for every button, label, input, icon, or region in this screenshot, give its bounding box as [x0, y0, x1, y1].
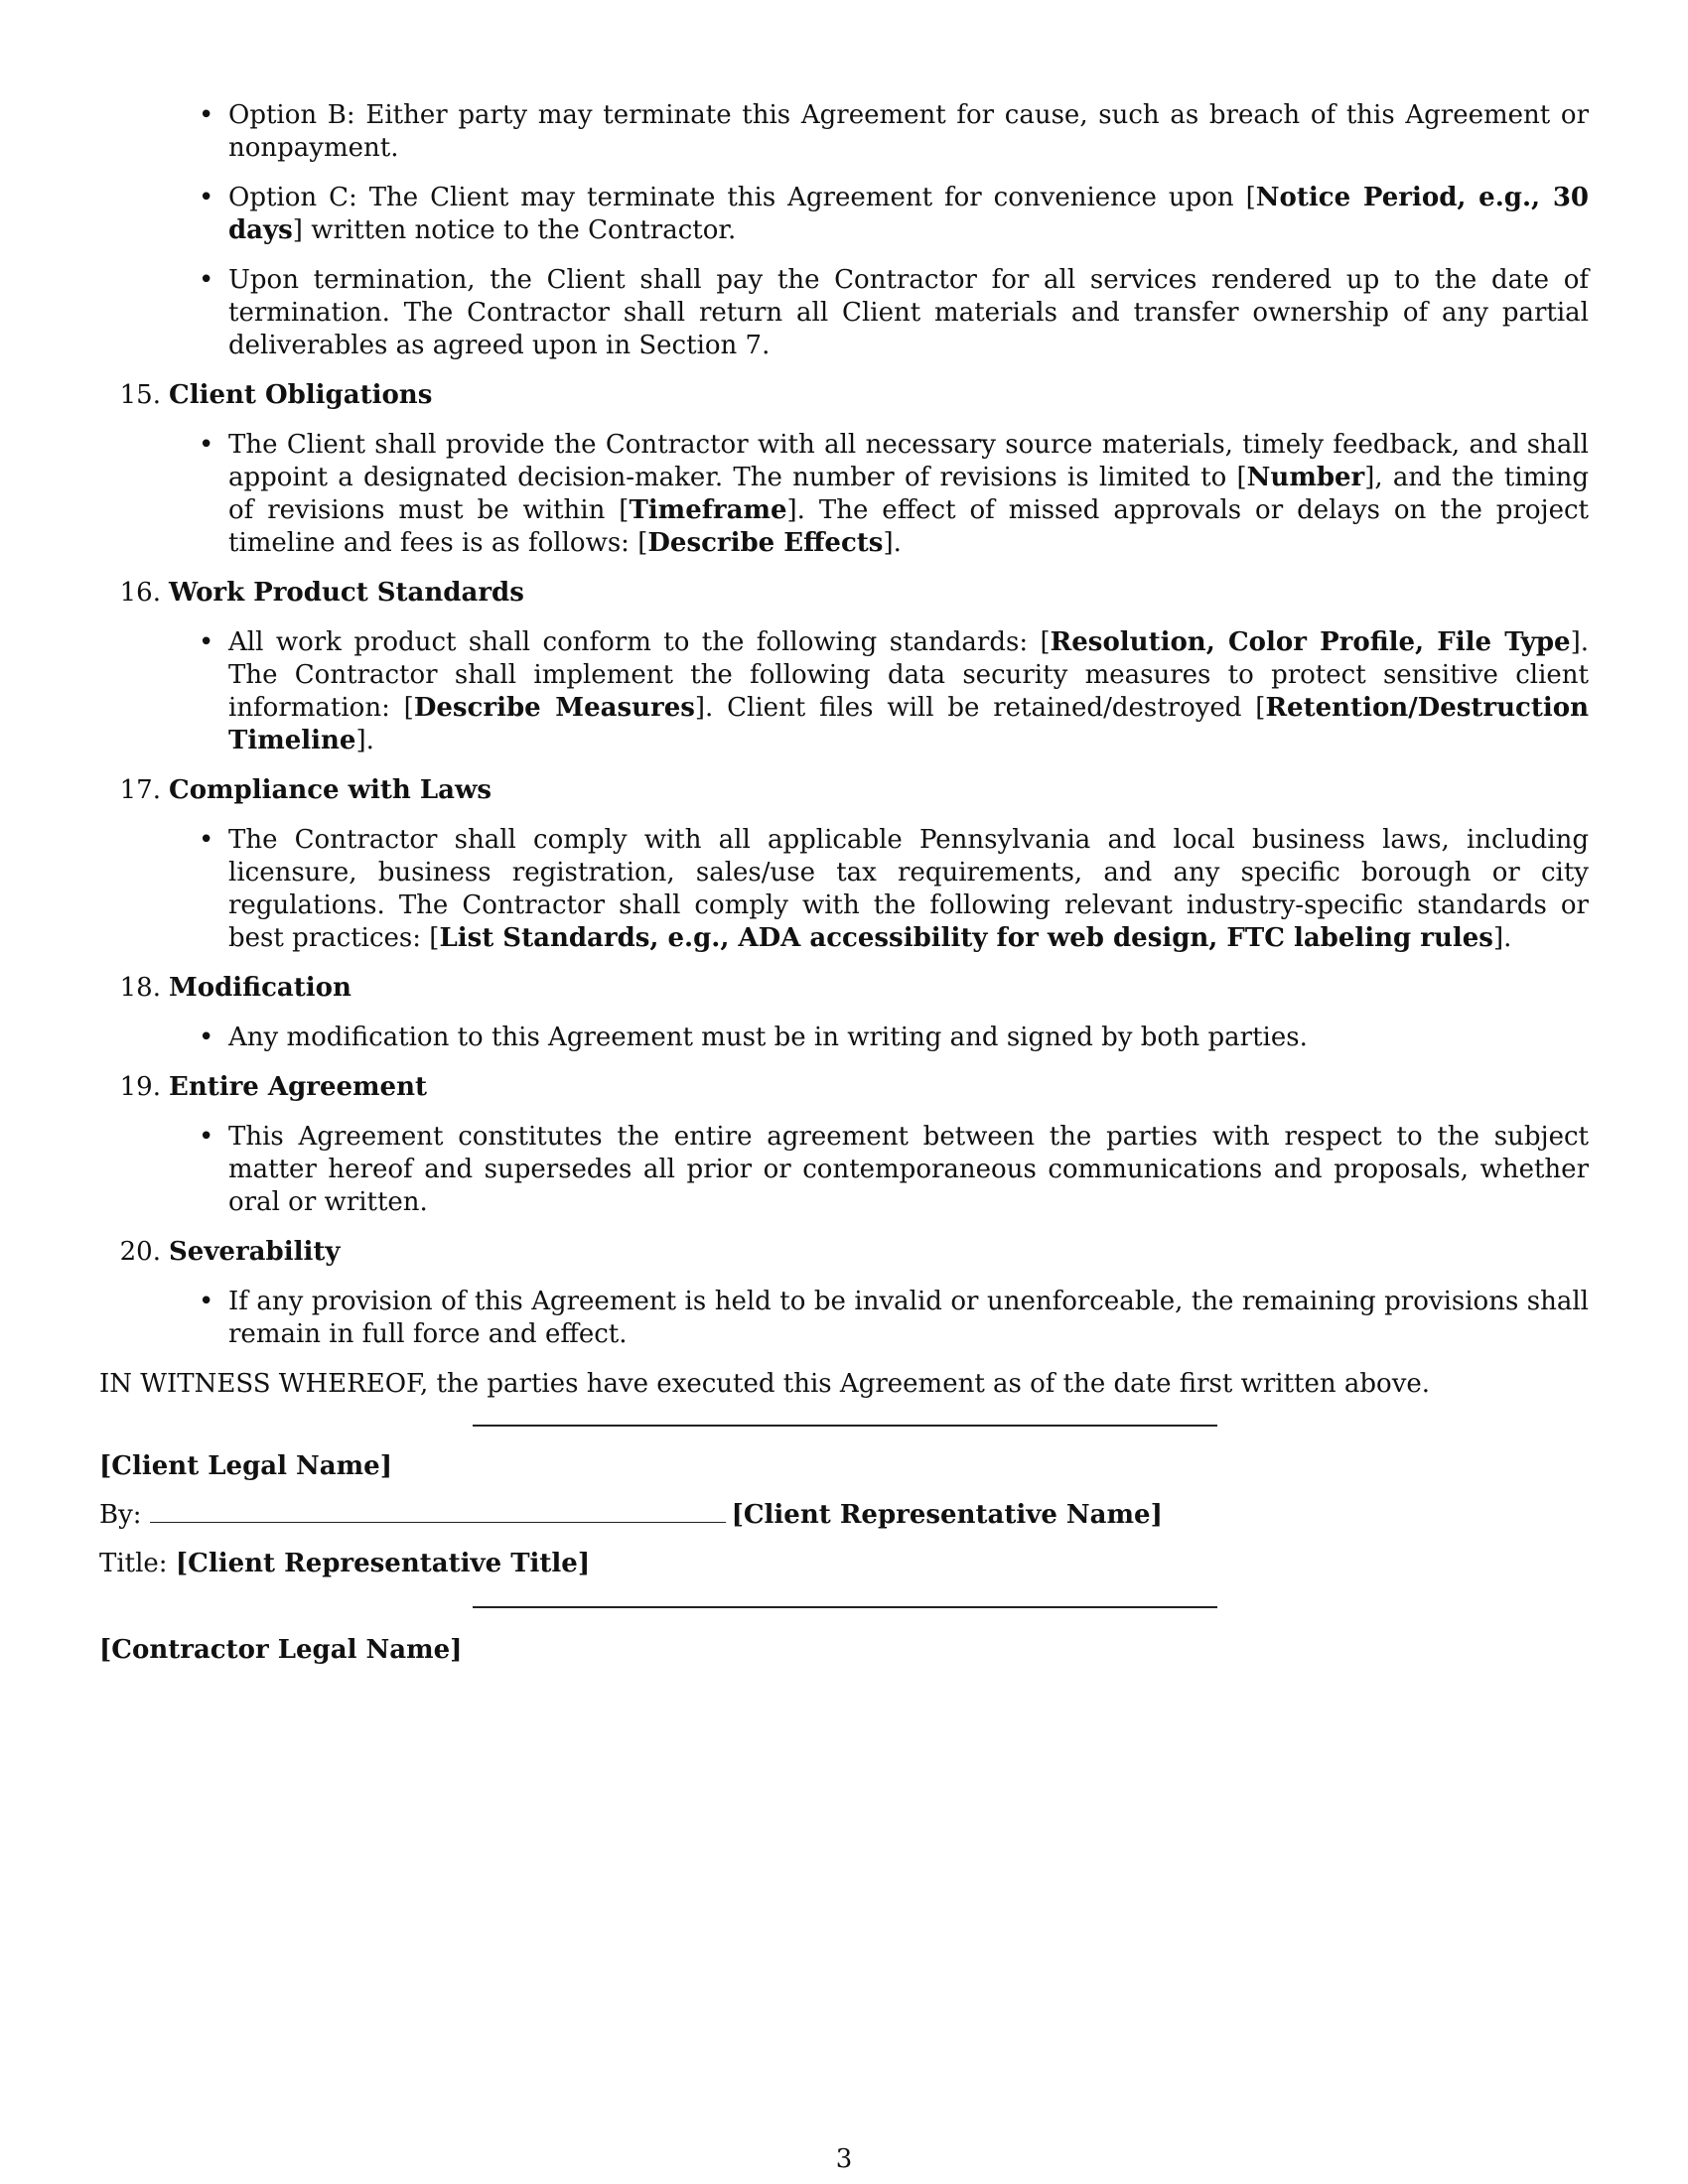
section-number: 18. — [119, 973, 161, 1003]
section-bullet-list — [99, 1022, 1589, 1054]
contractor-legal-name: [Contractor Legal Name] — [99, 1635, 463, 1665]
page-number: 3 — [835, 2144, 853, 2174]
section-heading — [99, 577, 1589, 610]
section-heading — [99, 1071, 1589, 1104]
section-bullet-list — [99, 429, 1589, 560]
intro-bullet-list — [99, 99, 1589, 362]
section-list — [99, 379, 1589, 1351]
bullet-item: • Upon termination, the Client shall pay the Contractor for all services rendered up to the date of termination. The Contractor shall return all Client materials and transfer ownership of any partial deliverables as agreed upon in Section 7. — [99, 264, 1589, 362]
section-number: 20. — [119, 1237, 161, 1267]
bullet-item: • If any provision of this Agreement is held to be invalid or unenforceable, the remaining provisions shall remain in full force and effect. — [99, 1286, 1589, 1351]
section-bullet-list — [99, 626, 1589, 757]
signature-blank — [150, 1500, 726, 1523]
section-item — [99, 774, 1589, 955]
section-item — [99, 1236, 1589, 1351]
witness-clause: IN WITNESS WHEREOF, the parties have executed this Agreement as of the date first written above. — [99, 1369, 1431, 1399]
section-title: Work Product Standards — [169, 578, 524, 608]
document-page — [99, 99, 1589, 1683]
section-bullet-list — [99, 1286, 1589, 1351]
section-title: Severability — [169, 1237, 341, 1267]
section-item — [99, 577, 1589, 757]
section-heading — [99, 774, 1589, 807]
section-item — [99, 379, 1589, 560]
client-legal-name: [Client Legal Name] — [99, 1451, 393, 1481]
signature-rule-contractor — [473, 1606, 1217, 1608]
bullet-item: • Option C: The Client may terminate this Agreement for convenience upon [Notice Period, e.g., 30 days] written notice to the Contractor. — [99, 182, 1589, 247]
section-item — [99, 972, 1589, 1054]
section-bullet-list — [99, 1121, 1589, 1219]
bullet-item: • All work product shall conform to the following standards: [Resolution, Color Profile, File Type]. The Contractor shall implement the following data security measures to protect sensitive client information: [Describe Measures]. Client files will be retained/destroyed [Retention/Destruction Timeline]. — [99, 626, 1589, 757]
section-number: 15. — [119, 380, 161, 410]
section-bullet-list — [99, 824, 1589, 955]
client-by-line — [99, 1499, 1589, 1532]
client-title-line — [99, 1548, 1589, 1580]
section-number: 17. — [119, 775, 161, 805]
section-title: Compliance with Laws — [169, 775, 492, 805]
section-title: Modification — [169, 973, 352, 1003]
title-label: Title: — [99, 1549, 168, 1578]
by-label: By: — [99, 1500, 142, 1530]
section-number: 16. — [119, 578, 161, 608]
bullet-item: • This Agreement constitutes the entire agreement between the parties with respect to the subject matter hereof and supersedes all prior or contemporaneous communications and proposals, whether oral or written. — [99, 1121, 1589, 1219]
section-title: Client Obligations — [169, 380, 433, 410]
signature-rule-client — [473, 1425, 1217, 1427]
section-heading — [99, 379, 1589, 412]
bullet-item: • Any modification to this Agreement must be in writing and signed by both parties. — [99, 1022, 1589, 1054]
section-title: Entire Agreement — [169, 1072, 427, 1102]
bullet-item: • The Contractor shall comply with all applicable Pennsylvania and local business laws, including licensure, business registration, sales/use tax requirements, and any specific borough or city regulations. The Contractor shall comply with the following relevant industry-specific standards or best practices: [List Standards, e.g., ADA accessibility for web design, FTC labeling rules]. — [99, 824, 1589, 955]
client-representative-title: [Client Representative Title] — [175, 1549, 591, 1578]
section-number: 19. — [119, 1072, 161, 1102]
section-heading — [99, 972, 1589, 1005]
bullet-item: • The Client shall provide the Contractor with all necessary source materials, timely feedback, and shall appoint a designated decision-maker. The number of revisions is limited to [Number], and the timing of revisions must be within [Timeframe]. The effect of missed approvals or delays on the project timeline and fees is as follows: [Describe Effects]. — [99, 429, 1589, 560]
bullet-item: • Option B: Either party may terminate this Agreement for cause, such as breach of this Agreement or nonpayment. — [99, 99, 1589, 165]
client-representative-name: [Client Representative Name] — [731, 1500, 1163, 1530]
section-item — [99, 1071, 1589, 1219]
section-heading — [99, 1236, 1589, 1269]
